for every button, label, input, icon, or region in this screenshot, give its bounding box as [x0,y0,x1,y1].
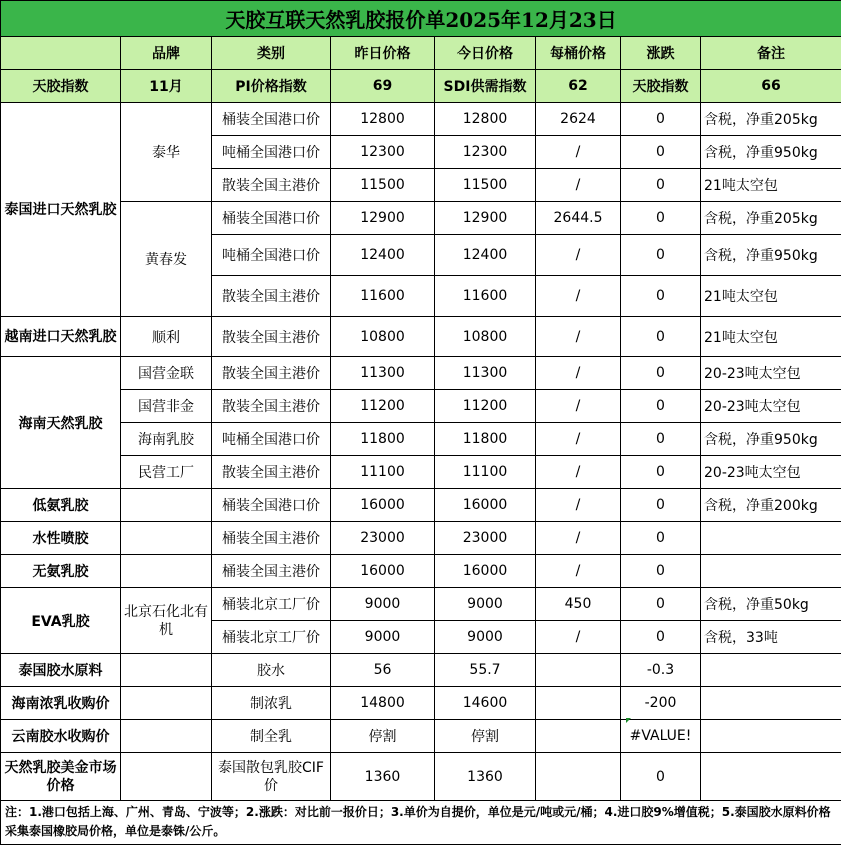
brand-cell [121,489,212,522]
change-cell: 0 [621,588,701,621]
barrel-cell: / [536,276,621,317]
today-cell: 11500 [435,169,536,202]
header-yesterday: 昨日价格 [331,37,435,70]
change-cell: 0 [621,456,701,489]
barrel-cell: / [536,357,621,390]
yesterday-cell: 11300 [331,357,435,390]
sdi-label: SDI供需指数 [435,70,536,103]
sdi-value: 62 [536,70,621,103]
barrel-cell: 2644.5 [536,202,621,235]
brand-beijing: 北京石化北有机 [121,588,212,654]
table-row [1,103,841,136]
note-cell: 含税，净重950kg [701,235,841,276]
change-cell: 0 [621,136,701,169]
barrel-cell: / [536,621,621,654]
today-cell: 11600 [435,276,536,317]
type-cell: 桶装全国港口价 [212,202,331,235]
type-cell: 制浓乳 [212,687,331,720]
change-cell: 0 [621,235,701,276]
table-row [1,357,841,390]
group-eva: EVA乳胶 [1,588,121,654]
brand-cell: 海南乳胶 [121,423,212,456]
header-change: 涨跌 [621,37,701,70]
yesterday-cell: 56 [331,654,435,687]
note-cell [701,687,841,720]
table-row [1,588,841,621]
note-cell: 含税，净重200kg [701,489,841,522]
barrel-cell: / [536,317,621,357]
product-cell: 低氨乳胶 [1,489,121,522]
group-hainan: 海南天然乳胶 [1,357,121,489]
brand-cell [121,555,212,588]
yesterday-cell: 11100 [331,456,435,489]
yesterday-cell: 1360 [331,753,435,801]
note-cell: 含税，净重205kg [701,202,841,235]
header-today: 今日价格 [435,37,536,70]
barrel-cell [536,654,621,687]
today-cell: 23000 [435,522,536,555]
table-row [1,522,841,555]
barrel-cell: / [536,235,621,276]
table-row [1,202,841,235]
change-cell: 0 [621,489,701,522]
yesterday-cell: 11500 [331,169,435,202]
today-cell: 9000 [435,588,536,621]
change-cell: 0 [621,169,701,202]
change-cell: -200 [621,687,701,720]
today-cell: 12300 [435,136,536,169]
note-cell: 20-23吨太空包 [701,357,841,390]
tianjiao-label: 天胶指数 [621,70,701,103]
change-cell: 0 [621,103,701,136]
note-cell: 21吨太空包 [701,169,841,202]
note-cell [701,753,841,801]
brand-cell [121,720,212,753]
barrel-cell [536,753,621,801]
brand-cell [121,753,212,801]
today-cell: 11100 [435,456,536,489]
table-row [1,489,841,522]
today-cell: 12400 [435,235,536,276]
header-row [1,37,841,70]
yesterday-cell: 14800 [331,687,435,720]
type-cell: 胶水 [212,654,331,687]
type-cell: 散装全国主港价 [212,456,331,489]
barrel-cell: / [536,423,621,456]
today-cell: 16000 [435,489,536,522]
yesterday-cell: 11800 [331,423,435,456]
today-cell: 16000 [435,555,536,588]
today-cell: 12900 [435,202,536,235]
change-cell: 0 [621,390,701,423]
brand-cell: 国营金联 [121,357,212,390]
header-blank [1,37,121,70]
product-cell: 云南胶水收购价 [1,720,121,753]
brand-cell: 国营非金 [121,390,212,423]
note-cell: 含税，净重205kg [701,103,841,136]
pi-value: 69 [331,70,435,103]
title-row [1,1,841,37]
change-cell: 0 [621,753,701,801]
brand-cell [121,687,212,720]
table-row [1,687,841,720]
product-cell: 海南浓乳收购价 [1,687,121,720]
footnote-row [1,801,841,845]
yesterday-cell: 停割 [331,720,435,753]
brand-shunli: 顺利 [121,317,212,357]
barrel-cell: / [536,169,621,202]
index-label: 天胶指数 [1,70,121,103]
yesterday-cell: 12300 [331,136,435,169]
yesterday-cell: 12800 [331,103,435,136]
header-note: 备注 [701,37,841,70]
yesterday-cell: 23000 [331,522,435,555]
table-row [1,390,841,423]
change-cell: 0 [621,555,701,588]
today-cell: 停割 [435,720,536,753]
today-cell: 12800 [435,103,536,136]
type-cell: 散装全国主港价 [212,169,331,202]
note-cell: 21吨太空包 [701,317,841,357]
type-cell: 桶装北京工厂价 [212,621,331,654]
table-row [1,720,841,753]
type-cell: 桶装全国港口价 [212,489,331,522]
change-cell: 0 [621,276,701,317]
type-cell: 散装全国主港价 [212,276,331,317]
barrel-cell: / [536,522,621,555]
change-cell: #VALUE! [621,720,701,753]
barrel-cell: 2624 [536,103,621,136]
tianjiao-value: 66 [701,70,841,103]
type-cell: 制全乳 [212,720,331,753]
product-cell: 泰国胶水原料 [1,654,121,687]
change-cell: 0 [621,317,701,357]
table-row [1,555,841,588]
barrel-cell [536,687,621,720]
note-cell [701,522,841,555]
type-cell: 桶装全国主港价 [212,555,331,588]
footnote: 注：1.港口包括上海、广州、青岛、宁波等；2.涨跌：对比前一报价日；3.单价为自提价，单位是元/吨或元/桶；4.进口胶9%增值税；5.泰国胶水原料价格采集泰国橡胶局价格，单位是泰铢/公斤。 [1,801,841,845]
table-row [1,654,841,687]
change-cell: 0 [621,621,701,654]
barrel-cell: / [536,390,621,423]
yesterday-cell: 11200 [331,390,435,423]
table-row [1,753,841,801]
yesterday-cell: 16000 [331,489,435,522]
type-cell: 吨桶全国港口价 [212,235,331,276]
yesterday-cell: 9000 [331,588,435,621]
today-cell: 55.7 [435,654,536,687]
pi-label: PI价格指数 [212,70,331,103]
type-cell: 散装全国主港价 [212,390,331,423]
note-cell: 含税，净重50kg [701,588,841,621]
barrel-cell: / [536,136,621,169]
yesterday-cell: 12400 [331,235,435,276]
note-cell [701,720,841,753]
type-cell: 桶装全国港口价 [212,103,331,136]
brand-cell: 民营工厂 [121,456,212,489]
note-cell: 20-23吨太空包 [701,456,841,489]
change-cell: 0 [621,202,701,235]
type-cell: 吨桶全国港口价 [212,423,331,456]
table-row [1,317,841,357]
note-cell: 含税，净重950kg [701,136,841,169]
change-cell: -0.3 [621,654,701,687]
type-cell: 吨桶全国港口价 [212,136,331,169]
sheet-title: 天胶互联天然乳胶报价单2025年12月23日 [1,1,841,37]
brand-cell [121,654,212,687]
note-cell: 21吨太空包 [701,276,841,317]
barrel-cell: / [536,489,621,522]
note-cell [701,654,841,687]
today-cell: 14600 [435,687,536,720]
today-cell: 10800 [435,317,536,357]
barrel-cell [536,720,621,753]
type-cell: 泰国散包乳胶CIF价 [212,753,331,801]
yesterday-cell: 11600 [331,276,435,317]
yesterday-cell: 16000 [331,555,435,588]
brand-cell [121,522,212,555]
note-cell: 含税，净重950kg [701,423,841,456]
index-month: 11月 [121,70,212,103]
product-cell: 无氨乳胶 [1,555,121,588]
brand-taihua: 泰华 [121,103,212,202]
type-cell: 散装全国主港价 [212,317,331,357]
today-cell: 9000 [435,621,536,654]
table-row [1,423,841,456]
header-brand: 品牌 [121,37,212,70]
header-type: 类别 [212,37,331,70]
product-cell: 天然乳胶美金市场价格 [1,753,121,801]
type-cell: 桶装北京工厂价 [212,588,331,621]
today-cell: 1360 [435,753,536,801]
barrel-cell: / [536,456,621,489]
today-cell: 11300 [435,357,536,390]
table-row [1,456,841,489]
today-cell: 11200 [435,390,536,423]
barrel-cell: / [536,555,621,588]
product-cell: 水性喷胶 [1,522,121,555]
brand-huangchunfa: 黄春发 [121,202,212,317]
note-cell [701,555,841,588]
change-cell: 0 [621,423,701,456]
yesterday-cell: 12900 [331,202,435,235]
header-barrel: 每桶价格 [536,37,621,70]
type-cell: 散装全国主港价 [212,357,331,390]
yesterday-cell: 10800 [331,317,435,357]
yesterday-cell: 9000 [331,621,435,654]
barrel-cell: 450 [536,588,621,621]
note-cell: 20-23吨太空包 [701,390,841,423]
group-thai: 泰国进口天然乳胶 [1,103,121,317]
change-cell: 0 [621,357,701,390]
group-vietnam: 越南进口天然乳胶 [1,317,121,357]
note-cell: 含税，33吨 [701,621,841,654]
index-row [1,70,841,103]
type-cell: 桶装全国主港价 [212,522,331,555]
today-cell: 11800 [435,423,536,456]
comment-marker [626,718,631,723]
change-cell: 0 [621,522,701,555]
